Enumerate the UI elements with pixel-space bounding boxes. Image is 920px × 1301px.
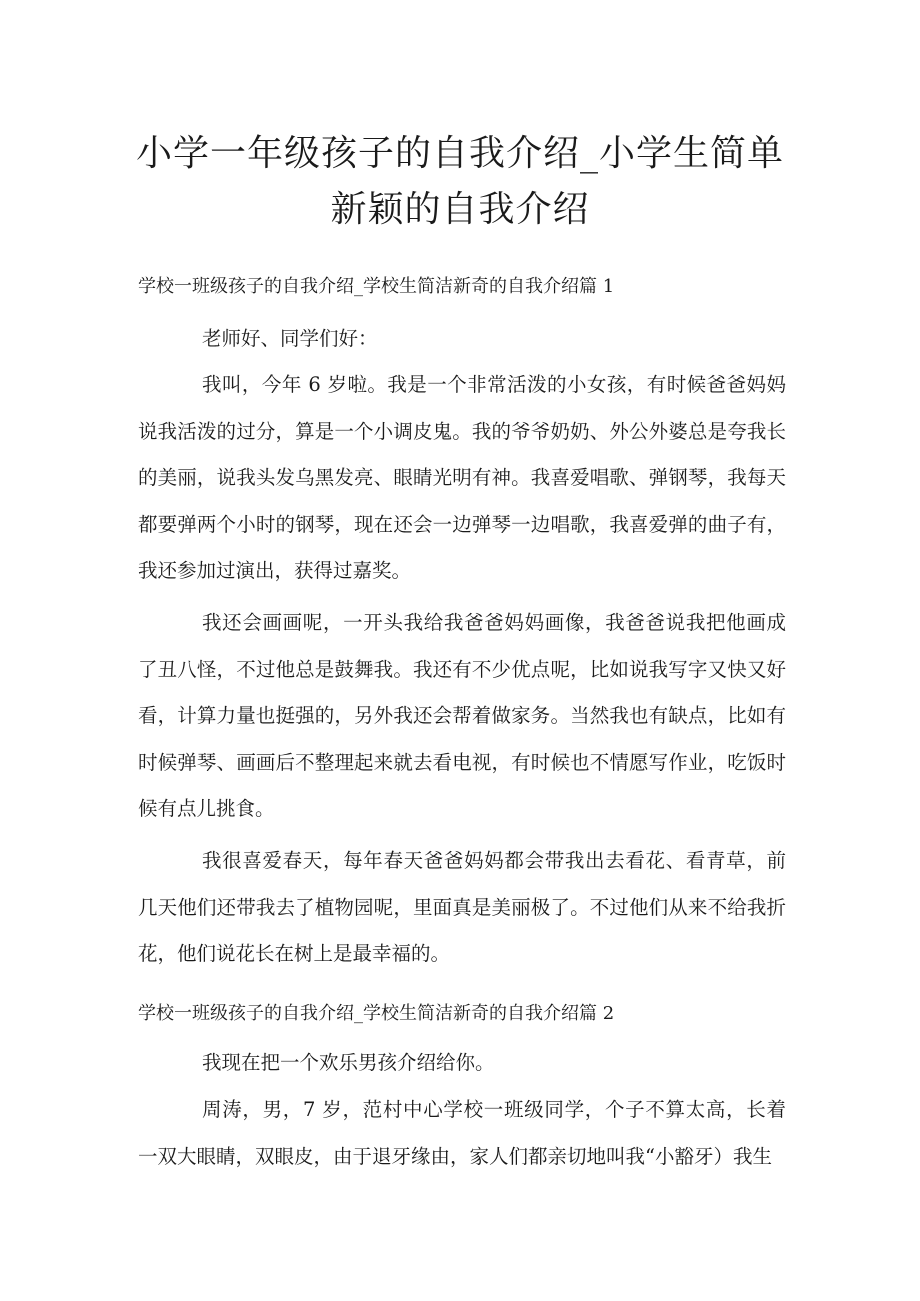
section-1-paragraph-3: 我还会画画呢，一开头我给我爸爸妈妈画像，我爸爸说我把他画成了丑八怪，不过他总是鼓舞我。我还有不少优点呢，比如说我写字又快又好看，计算力量也挺强的，另外我还会帮着做家务。当然我也有缺点，比如有时候弹琴、画画后不整理起来就去看电视，有时候也不情愿写作业，吃饭时候有点儿挑食。	[138, 611, 786, 820]
section-2-heading: 学校一班级孩子的自我介绍_学校生简洁新奇的自我介绍篇 2	[138, 1003, 615, 1024]
section-1-heading: 学校一班级孩子的自我介绍_学校生简洁新奇的自我介绍篇 1	[138, 276, 615, 297]
section-2-paragraph-2: 周涛，男，7 岁，范村中心学校一班级同学，个子不算太高，长着一双大眼睛，双眼皮，由于退牙缘由，家人们都亲切地叫我“小豁牙）我生	[138, 1098, 786, 1168]
section-1-paragraph-1: 老师好、同学们好：	[202, 327, 378, 350]
section-2-paragraph-1: 我现在把一个欢乐男孩介绍给你。	[202, 1051, 495, 1074]
section-1-paragraph-2: 我叫，今年 6 岁啦。我是一个非常活泼的小女孩，有时候爸爸妈妈说我活泼的过分，算是一个小调皮鬼。我的爷爷奶奶、外公外婆总是夸我长的美丽，说我头发乌黑发亮、眼睛光明有神。我喜爱唱歌、弹钢琴，我每天都要弹两个小时的钢琴，现在还会一边弹琴一边唱歌，我喜爱弹的曲子有，我还参加过演出，获得过嘉奖。	[138, 373, 786, 582]
section-1-paragraph-4: 我很喜爱春天，每年春天爸爸妈妈都会带我出去看花、看青草，前几天他们还带我去了植物园呢，里面真是美丽极了。不过他们从来不给我折花，他们说花长在树上是最幸福的。	[138, 849, 786, 965]
document-title: 小学一年级孩子的自我介绍_小学生简单新颖的自我介绍	[135, 133, 784, 230]
